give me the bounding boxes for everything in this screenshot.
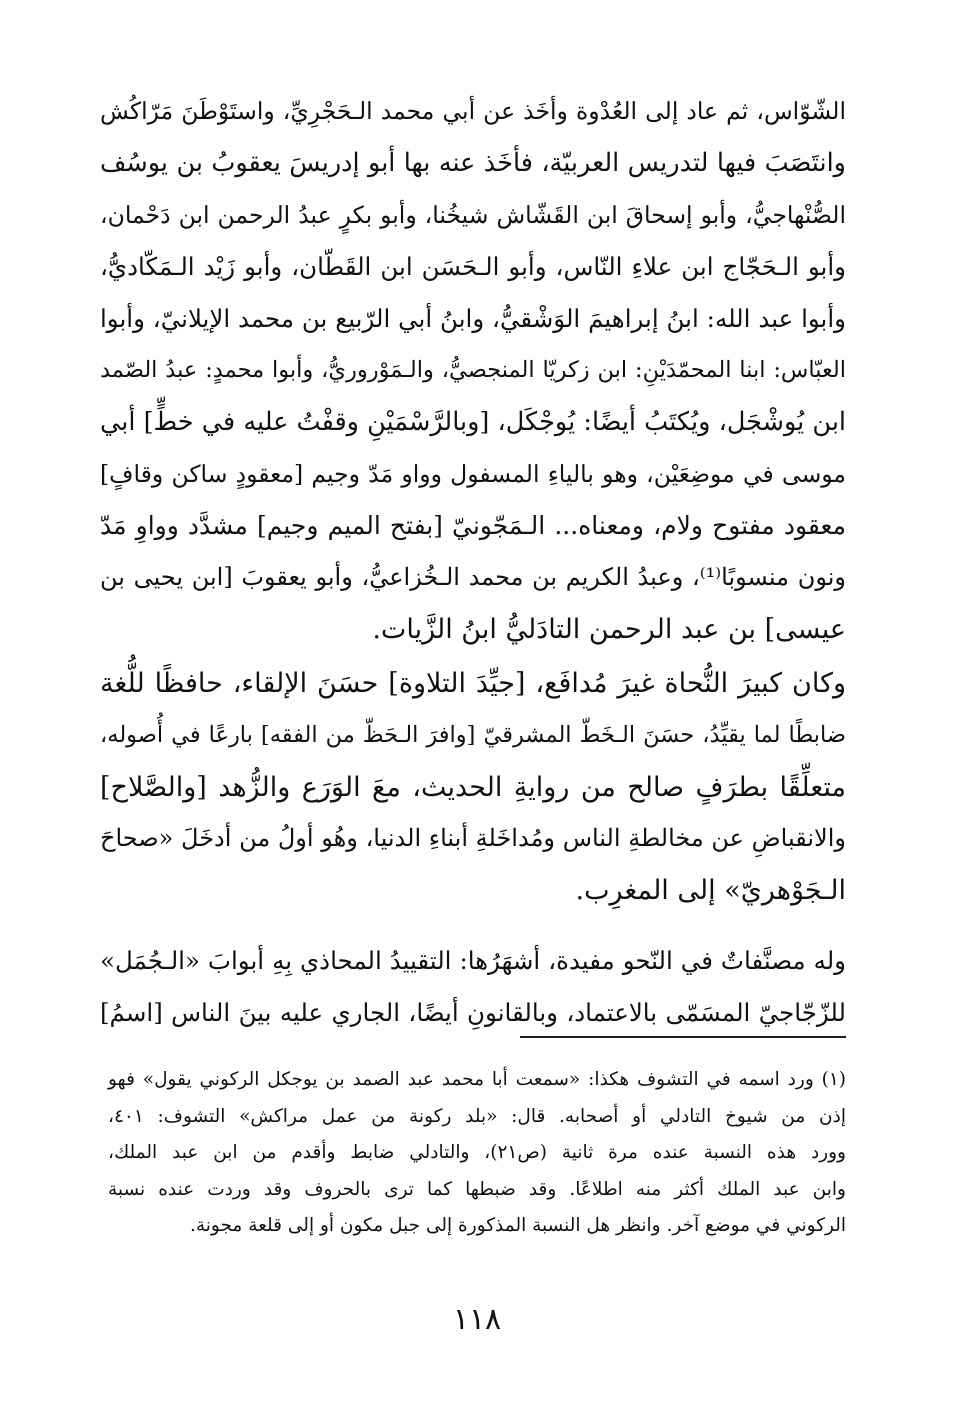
text-line: وأبو الـحَجّاج ابن علاءِ النّاس، وأبو الـحَسَن ابن القَطّان، وأبو زَيْد الـمَكّاديُّ، — [100, 252, 846, 282]
text-line: وله مصنَّفاتٌ في النّحو مفيدة، أشهَرُها: التقييدُ المحاذي بِهِ أبوابَ «الـجُمَل» — [100, 946, 846, 975]
text-line: عيسى] بن عبد الرحمن التادَليُّ ابنُ الزَّيات. — [372, 613, 846, 645]
page-number: ١١٨ — [452, 1302, 502, 1337]
text-line: موسى في موضِعَيْن، وهو بالياءِ المسفول وواو مَدّ وجيم [معقودٍ ساكن وقافٍ] — [100, 459, 846, 488]
text-line: الصُّنْهاجيُّ، وأبو إسحاقَ ابن القَشّاش شيخُنا، وأبو بكرٍ عبدُ الرحمن ابن دَحْمان، — [100, 200, 846, 229]
text-line: للزّجّاجيّ المسَمّى بالاعتماد، وبالقانونِ أيضًا، الجاري عليه بينَ الناس [اسمُ] — [100, 997, 846, 1027]
text-line: والانقباضِ عن مخالطةِ الناس ومُداخَلةِ أبناءِ الدنيا، وهُو أولُ من أدخَلَ «صحاحَ — [100, 824, 846, 853]
footnotes — [108, 1062, 846, 1245]
text-line: الـجَوْهريّ» إلى المغرِب. — [575, 875, 846, 907]
footnote-line: وورد هذه النسبة عنده مرة ثانية (ص٢١)، والتادلي ضابط وأقدم من ابن عبد الملك، — [108, 1142, 846, 1164]
text-line: ضابطًا لما يقيِّدُ، حسَنَ الـخَطّ المشرقيّ [وافرَ الـحَظّ من الفقه] بارعًا في أُصوله، — [100, 721, 846, 748]
text-line: معقود مفتوح ولام، ومعناه... الـمَجّونيّ [بفتح الميم وجيم] مشدَّد وواوِ مَدّ — [100, 511, 846, 541]
text-line: وكان كبيرَ النُّحاة غيرَ مُدافَع، [جيِّدَ التلاوة] حسَنَ الإلقاء، حافظًا للُّغة — [100, 668, 846, 699]
text-line: الشّوّاس، ثم عاد إلى العُدْوة وأخَذ عن أبي محمد الـحَجْرِيِّ، واستَوْطَنَ مَرّاكُش — [100, 97, 846, 125]
text-line: ونون منسوبًا⁽¹⁾، وعبدُ الكريم بن محمد الـخُزاعيُّ، وأبو يعقوبَ [ابن يحيى بن — [100, 563, 846, 592]
main-text-paragraph-2 — [100, 658, 846, 917]
footnote-line: الركوني في موضع آخر. وانظر هل النسبة المذكورة إلى جبل مكون أو إلى قلعة مجونة. — [189, 1215, 846, 1237]
main-text-paragraph-3 — [100, 935, 846, 1039]
main-text — [100, 86, 846, 656]
footnote-divider — [520, 1036, 846, 1038]
text-line: ابن يُوشْجَل، ويُكتَبُ أيضًا: يُوجْكَل، [وبالرَّسْمَيْنِ وقفْتُ عليه في خطٍّ] أبي — [100, 406, 846, 437]
footnote-line: وابن عبد الملك أكثر منه اطلاعًا. وقد ضبطها كما ترى بالحروف وقد وردت عنده نسبة — [108, 1178, 846, 1200]
footnote-line: إذن من شيوخ التادلي أو أصحابه. قال: «بلد ركونة من عمل مراكش» التشوف: ٤٠١، — [108, 1105, 846, 1127]
text-line: العبّاس: ابنا المحمّدَيْنِ: ابن زكريّا المنجصيُّ، والـمَوْروريُّ، وأبوا محمدٍ: عبدُ الصّمد — [100, 356, 846, 383]
text-line: وأبوا عبد الله: ابنُ إبراهيمَ الوَشْقيُّ، وابنُ أبي الرّبيع بن محمد الإيلانيّ، وأبوا — [100, 304, 846, 334]
text-line: وانتَصَبَ فيها لتدريس العربيّة، فأخَذ عنه بها أبو إدريسَ يعقوبُ بن يوسُف — [100, 147, 846, 178]
footnote-line: (١) ورد اسمه في التشوف هكذا: «سمعت أبا محمد عبد الصمد بن يوجكل الركوني يقول» فهو — [108, 1069, 846, 1090]
text-line: متعلِّقًا بطرَفٍ صالح من روايةِ الحديث، معَ الوَرَع والزُّهد [والصَّلاح] — [100, 771, 846, 803]
